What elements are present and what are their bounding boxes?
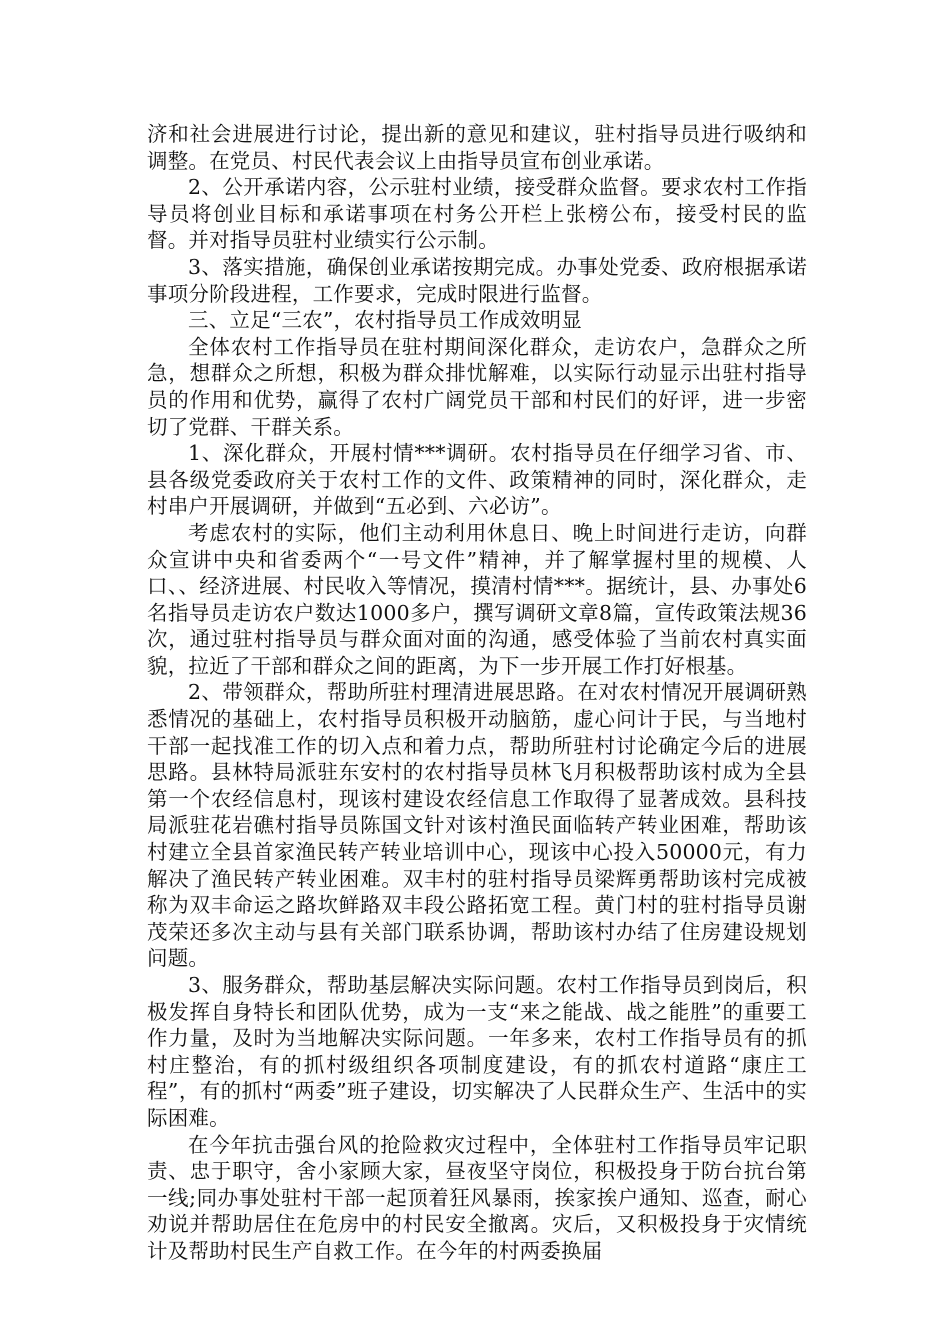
- document-body: [147, 121, 807, 1265]
- paragraph-1: 济和社会进展进行讨论，提出新的意见和建议，驻村指导员进行吸纳和调整。在党员、村民代表会议上由指导员宣布创业承诺。: [147, 122, 807, 173]
- paragraph-6: 1、深化群众，开展村情***调研。农村指导员在仔细学习省、市、县各级党委政府关于农村工作的文件、政策精神的同时，深化群众，走村串户开展调研，并做到“五必到、六必访”。: [147, 441, 807, 519]
- paragraph-10: 在今年抗击强台风的抢险救灾过程中，全体驻村工作指导员牢记职责、忠于职守，舍小家顾大家，昼夜坚守岗位，积极投身于防台抗台第一线;同办事处驻村干部一起顶着狂风暴雨，挨家挨户通知、巡查，耐心劝说并帮助居住在危房中的村民安全撤离。灾后，又积极投身于灾情统计及帮助村民生产自救工作。在今年的村两委换届: [147, 1132, 807, 1263]
- paragraph-3: 3、落实措施，确保创业承诺按期完成。办事处党委、政府根据承诺事项分阶段进程，工作要求，完成时限进行监督。: [147, 254, 807, 306]
- paragraph-8: 2、带领群众，帮助所驻村理清进展思路。在对农村情况开展调研熟悉情况的基础上，农村指导员积极开动脑筋，虚心问计于民，与当地村干部一起找准工作的切入点和着力点，帮助所驻村讨论确定今后的进展思路。县林特局派驻东安村的农村指导员林飞月积极帮助该村成为全县第一个农经信息村，现该村建设农经信息工作取得了显著成效。县科技局派驻花岩礁村指导员陈国文针对该村渔民面临转产转业困难，帮助该村建立全县首家渔民转产转业培训中心，现该中心投入50000元，有力解决了渔民转产转业困难。双丰村的驻村指导员梁辉勇帮助该村完成被称为双丰命运之路坎鲜路双丰段公路拓宽工程。黄门村的驻村指导员谢茂荣还多次主动与县有关部门联系协调，帮助该村办结了住房建设规划问题。: [147, 680, 807, 971]
- paragraph-5: 全体农村工作指导员在驻村期间深化群众，走访农户，急群众之所急，想群众之所想，积极为群众排忧解难，以实际行动显示出驻村指导员的作用和优势，赢得了农村广阔党员干部和村民们的好评，进一步密切了党群、干群关系。: [147, 334, 807, 439]
- paragraph-7: 考虑农村的实际，他们主动利用休息日、晚上时间进行走访，向群众宣讲中央和省委两个“一号文件”精神，并了解掌握村里的规模、人口、、经济进展、村民收入等情况，摸清村情***。据统计，县、办事处6名指导员走访农户数达1000多户，撰写调研文章8篇，宣传政策法规36次，通过驻村指导员与群众面对面的沟通，感受体验了当前农村真实面貌，拉近了干部和群众之间的距离，为下一步开展工作打好根基。: [147, 520, 807, 678]
- paragraph-2: 2、公开承诺内容，公示驻村业绩，接受群众监督。要求农村工作指导员将创业目标和承诺事项在村务公开栏上张榜公布，接受村民的监督。并对指导员驻村业绩实行公示制。: [147, 175, 807, 253]
- section-heading-3: 三、立足“三农”，农村指导员工作成效明显: [188, 308, 582, 333]
- paragraph-9: 3、服务群众，帮助基层解决实际问题。农村工作指导员到岗后，积极发挥自身特长和团队优势，成为一支“来之能战、战之能胜”的重要工作力量，及时为当地解决实际问题。一年多来，农村工作指导员有的抓村庄整治，有的抓村级组织各项制度建设，有的抓农村道路“康庄工程”，有的抓村“两委”班子建设，切实解决了人民群众生产、生活中的实际困难。: [147, 973, 807, 1130]
